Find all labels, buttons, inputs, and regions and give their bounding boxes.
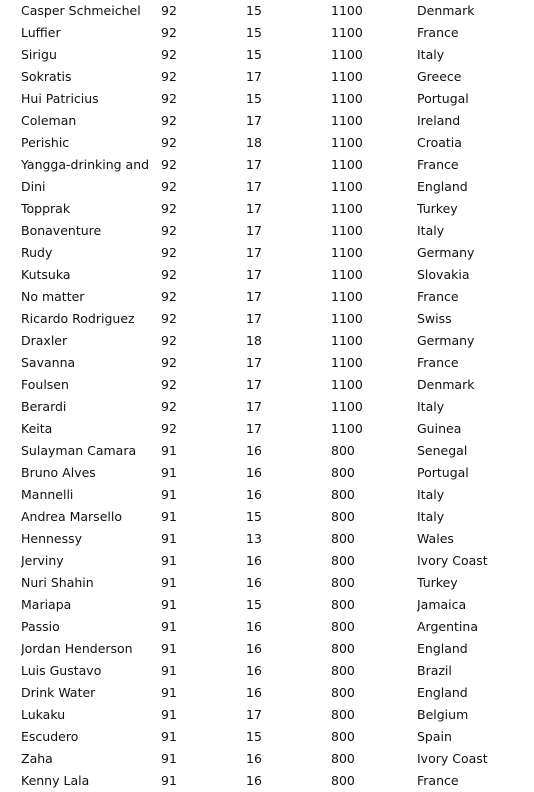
value-cell: 800: [331, 729, 355, 744]
country-cell: Slovakia: [417, 267, 470, 282]
stat-cell: 16: [246, 663, 262, 678]
value-cell: 800: [331, 531, 355, 546]
stat-cell: 17: [246, 311, 262, 326]
country-cell: Ireland: [417, 113, 461, 128]
value-cell: 1100: [331, 311, 363, 326]
stat-cell: 16: [246, 443, 262, 458]
stat-cell: 17: [246, 179, 262, 194]
table-row: [0, 110, 534, 132]
player-name-cell: Hui Patricius: [21, 91, 99, 106]
rating-cell: 91: [161, 641, 177, 656]
country-cell: Germany: [417, 245, 475, 260]
value-cell: 800: [331, 685, 355, 700]
stat-cell: 15: [246, 91, 262, 106]
country-cell: Brazil: [417, 663, 452, 678]
value-cell: 800: [331, 443, 355, 458]
player-name-cell: Draxler: [21, 333, 68, 348]
rating-cell: 91: [161, 487, 177, 502]
value-cell: 1100: [331, 201, 363, 216]
value-cell: 1100: [331, 421, 363, 436]
country-cell: Guinea: [417, 421, 462, 436]
country-cell: France: [417, 157, 459, 172]
stat-cell: 15: [246, 25, 262, 40]
value-cell: 800: [331, 619, 355, 634]
rating-cell: 91: [161, 531, 177, 546]
player-name-cell: Rudy: [21, 245, 53, 260]
table-row: [0, 220, 534, 242]
table-row: [0, 660, 534, 682]
table-row: [0, 242, 534, 264]
table-row: [0, 726, 534, 748]
stat-cell: 17: [246, 399, 262, 414]
country-cell: Italy: [417, 487, 445, 502]
table-row: [0, 704, 534, 726]
table-row: [0, 550, 534, 572]
value-cell: 1100: [331, 91, 363, 106]
player-name-cell: Kenny Lala: [21, 773, 90, 788]
value-cell: 1100: [331, 245, 363, 260]
player-name-cell: Passio: [21, 619, 60, 634]
value-cell: 1100: [331, 157, 363, 172]
table-row: [0, 682, 534, 704]
rating-cell: 92: [161, 267, 177, 282]
table-row: [0, 462, 534, 484]
rating-cell: 92: [161, 289, 177, 304]
value-cell: 800: [331, 465, 355, 480]
table-row: [0, 638, 534, 660]
value-cell: 800: [331, 597, 355, 612]
country-cell: Croatia: [417, 135, 462, 150]
player-name-cell: Topprak: [21, 201, 71, 216]
table-row: [0, 594, 534, 616]
country-cell: England: [417, 179, 468, 194]
stat-cell: 15: [246, 509, 262, 524]
value-cell: 800: [331, 707, 355, 722]
table-row: [0, 506, 534, 528]
stat-cell: 17: [246, 201, 262, 216]
table-row: [0, 572, 534, 594]
country-cell: Denmark: [417, 377, 475, 392]
rating-cell: 91: [161, 685, 177, 700]
stat-cell: 17: [246, 355, 262, 370]
player-name-cell: Mariapa: [21, 597, 72, 612]
stat-cell: 17: [246, 707, 262, 722]
stat-cell: 17: [246, 69, 262, 84]
stat-cell: 16: [246, 553, 262, 568]
stat-cell: 18: [246, 333, 262, 348]
rating-cell: 91: [161, 619, 177, 634]
value-cell: 1100: [331, 377, 363, 392]
country-cell: Ivory Coast: [417, 751, 488, 766]
country-cell: France: [417, 355, 459, 370]
country-cell: Argentina: [417, 619, 478, 634]
player-name-cell: Sulayman Camara: [21, 443, 137, 458]
player-name-cell: Jerviny: [21, 553, 64, 568]
stat-cell: 17: [246, 289, 262, 304]
country-cell: France: [417, 773, 459, 788]
rating-cell: 92: [161, 201, 177, 216]
table-row: [0, 154, 534, 176]
country-cell: Swiss: [417, 311, 452, 326]
value-cell: 1100: [331, 289, 363, 304]
rating-cell: 91: [161, 751, 177, 766]
table-row: [0, 264, 534, 286]
table-row: [0, 0, 534, 22]
country-cell: Wales: [417, 531, 454, 546]
country-cell: Turkey: [417, 575, 458, 590]
country-cell: Portugal: [417, 465, 469, 480]
rating-cell: 91: [161, 465, 177, 480]
player-name-cell: Sokratis: [21, 69, 72, 84]
country-cell: Ivory Coast: [417, 553, 488, 568]
value-cell: 800: [331, 663, 355, 678]
value-cell: 1100: [331, 333, 363, 348]
table-row: [0, 396, 534, 418]
country-cell: Jamaica: [417, 597, 467, 612]
rating-cell: 92: [161, 333, 177, 348]
table-row: [0, 88, 534, 110]
table-row: [0, 528, 534, 550]
stat-cell: 17: [246, 267, 262, 282]
player-name-cell: Jordan Henderson: [21, 641, 133, 656]
value-cell: 800: [331, 553, 355, 568]
player-name-cell: Dini: [21, 179, 46, 194]
stat-cell: 17: [246, 377, 262, 392]
rating-cell: 92: [161, 223, 177, 238]
rating-cell: 91: [161, 663, 177, 678]
table-row: [0, 198, 534, 220]
table-row: [0, 484, 534, 506]
player-name-cell: Nuri Shahin: [21, 575, 94, 590]
player-name-cell: Andrea Marsello: [21, 509, 122, 524]
value-cell: 800: [331, 487, 355, 502]
rating-cell: 91: [161, 553, 177, 568]
rating-cell: 92: [161, 47, 177, 62]
rating-cell: 91: [161, 597, 177, 612]
rating-cell: 91: [161, 443, 177, 458]
table-row: [0, 352, 534, 374]
table-row: [0, 176, 534, 198]
rating-cell: 92: [161, 245, 177, 260]
value-cell: 1100: [331, 179, 363, 194]
country-cell: Denmark: [417, 3, 475, 18]
player-name-cell: Bruno Alves: [21, 465, 96, 480]
stat-cell: 13: [246, 531, 262, 546]
value-cell: 1100: [331, 267, 363, 282]
player-name-cell: Kutsuka: [21, 267, 71, 282]
table-row: [0, 22, 534, 44]
table-row: [0, 132, 534, 154]
value-cell: 800: [331, 751, 355, 766]
table-row: [0, 44, 534, 66]
rating-cell: 91: [161, 773, 177, 788]
rating-cell: 92: [161, 179, 177, 194]
value-cell: 1100: [331, 3, 363, 18]
stat-cell: 15: [246, 729, 262, 744]
rating-cell: 91: [161, 707, 177, 722]
rating-cell: 92: [161, 113, 177, 128]
value-cell: 1100: [331, 355, 363, 370]
value-cell: 1100: [331, 399, 363, 414]
table-row: [0, 440, 534, 462]
country-cell: Italy: [417, 399, 445, 414]
stat-cell: 16: [246, 575, 262, 590]
rating-cell: 92: [161, 399, 177, 414]
stat-cell: 18: [246, 135, 262, 150]
player-name-cell: Luffier: [21, 25, 61, 40]
stat-cell: 16: [246, 751, 262, 766]
country-cell: Portugal: [417, 91, 469, 106]
table-row: [0, 374, 534, 396]
player-name-cell: Foulsen: [21, 377, 69, 392]
player-name-cell: Hennessy: [21, 531, 83, 546]
value-cell: 1100: [331, 135, 363, 150]
player-name-cell: Casper Schmeichel: [21, 3, 141, 18]
value-cell: 800: [331, 641, 355, 656]
value-cell: 800: [331, 575, 355, 590]
stat-cell: 15: [246, 47, 262, 62]
rating-cell: 92: [161, 377, 177, 392]
player-name-cell: Luis Gustavo: [21, 663, 102, 678]
rating-cell: 92: [161, 91, 177, 106]
player-name-cell: Drink Water: [21, 685, 96, 700]
country-cell: Greece: [417, 69, 462, 84]
rating-cell: 92: [161, 355, 177, 370]
value-cell: 1100: [331, 47, 363, 62]
country-cell: England: [417, 685, 468, 700]
rating-cell: 92: [161, 135, 177, 150]
rating-cell: 92: [161, 157, 177, 172]
player-name-cell: Bonaventure: [21, 223, 102, 238]
stat-cell: 16: [246, 773, 262, 788]
country-cell: Turkey: [417, 201, 458, 216]
rating-cell: 91: [161, 729, 177, 744]
value-cell: 800: [331, 509, 355, 524]
player-name-cell: Yangga-drinking and: [21, 157, 149, 172]
table-row: [0, 286, 534, 308]
country-cell: England: [417, 641, 468, 656]
country-cell: Belgium: [417, 707, 469, 722]
rating-cell: 92: [161, 311, 177, 326]
player-name-cell: Keita: [21, 421, 53, 436]
table-row: [0, 748, 534, 770]
rating-cell: 92: [161, 3, 177, 18]
stat-cell: 15: [246, 3, 262, 18]
value-cell: 1100: [331, 113, 363, 128]
player-name-cell: No matter: [21, 289, 85, 304]
rating-cell: 92: [161, 25, 177, 40]
country-cell: Italy: [417, 47, 445, 62]
table-row: [0, 770, 534, 792]
rating-cell: 92: [161, 69, 177, 84]
table-row: [0, 308, 534, 330]
player-name-cell: Lukaku: [21, 707, 66, 722]
country-cell: Senegal: [417, 443, 468, 458]
stat-cell: 16: [246, 641, 262, 656]
table-row: [0, 66, 534, 88]
country-cell: Spain: [417, 729, 452, 744]
country-cell: Germany: [417, 333, 475, 348]
table-row: [0, 418, 534, 440]
player-name-cell: Sirigu: [21, 47, 57, 62]
player-name-cell: Zaha: [21, 751, 53, 766]
player-name-cell: Savanna: [21, 355, 76, 370]
country-cell: France: [417, 25, 459, 40]
country-cell: Italy: [417, 223, 445, 238]
rating-cell: 92: [161, 421, 177, 436]
stat-cell: 15: [246, 597, 262, 612]
stat-cell: 16: [246, 685, 262, 700]
stat-cell: 17: [246, 113, 262, 128]
table-row: [0, 330, 534, 352]
rating-cell: 91: [161, 575, 177, 590]
value-cell: 1100: [331, 25, 363, 40]
stat-cell: 16: [246, 487, 262, 502]
value-cell: 1100: [331, 69, 363, 84]
stat-cell: 17: [246, 421, 262, 436]
player-name-cell: Mannelli: [21, 487, 74, 502]
stat-cell: 17: [246, 157, 262, 172]
player-name-cell: Berardi: [21, 399, 67, 414]
country-cell: France: [417, 289, 459, 304]
rating-cell: 91: [161, 509, 177, 524]
value-cell: 800: [331, 773, 355, 788]
stat-cell: 17: [246, 245, 262, 260]
stat-cell: 16: [246, 465, 262, 480]
value-cell: 1100: [331, 223, 363, 238]
player-name-cell: Ricardo Rodriguez: [21, 311, 135, 326]
country-cell: Italy: [417, 509, 445, 524]
player-name-cell: Escudero: [21, 729, 79, 744]
player-name-cell: Perishic: [21, 135, 70, 150]
player-name-cell: Coleman: [21, 113, 77, 128]
table-row: [0, 616, 534, 638]
stat-cell: 17: [246, 223, 262, 238]
stat-cell: 16: [246, 619, 262, 634]
